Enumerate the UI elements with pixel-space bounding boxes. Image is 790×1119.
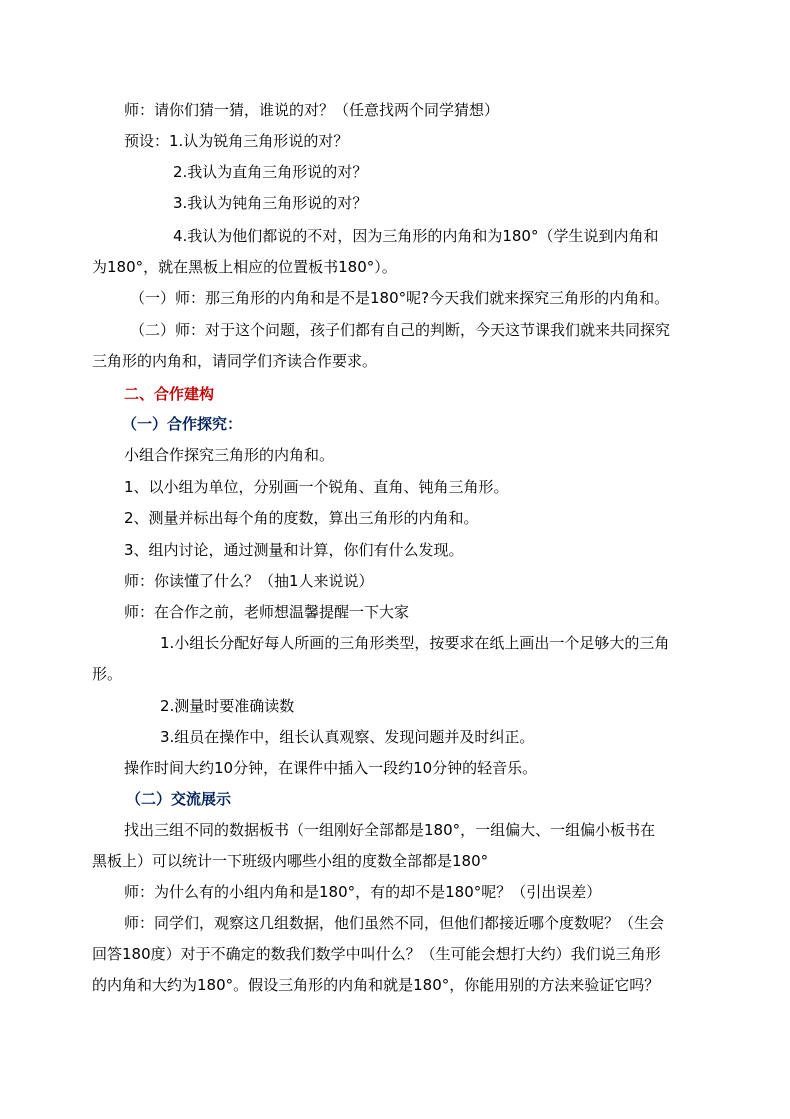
teacher-line-guess: 师：请你们猜一猜，谁说的对？（任意找两个同学猜想） bbox=[124, 101, 500, 119]
section-one-teacher-line: （一）师：那三角形的内角和是不是180°呢?今天我们就来探究三角形的内角和。 bbox=[130, 289, 670, 307]
preset-line-1: 预设：1.认为锐角三角形说的对？ bbox=[124, 132, 349, 150]
preset-line-4-cont: 为180°，就在黑板上相应的位置板书180°）。 bbox=[92, 258, 397, 276]
section-two-teacher-line-cont: 三角形的内角和，请同学们齐读合作要求。 bbox=[92, 352, 378, 370]
teacher-line-understand: 师：你读懂了什么？（抽1人来说说） bbox=[124, 572, 374, 590]
preset-line-4: 4.我认为他们都说的不对，因为三角形的内角和为180°（学生说到内角和 bbox=[173, 227, 659, 245]
reminder-item-1: 1.小组长分配好每人所画的三角形类型，按要求在纸上画出一个足够大的三角 bbox=[160, 634, 670, 652]
teacher-line-observe-cont-2: 的内角和大约为180°。假设三角形的内角和就是180°，你能用别的方法来验证它吗？ bbox=[92, 976, 660, 994]
exchange-line-1-cont: 黑板上）可以统计一下班级内哪些小组的度数全部都是180° bbox=[92, 852, 489, 870]
exchange-line-1: 找出三组不同的数据板书（一组刚好全部都是180°，一组偏大、一组偏小板书在 bbox=[124, 821, 656, 839]
group-task-intro: 小组合作探究三角形的内角和。 bbox=[124, 446, 335, 464]
teacher-line-error: 师：为什么有的小组内角和是180°，有的却不是180°呢？（引出误差） bbox=[124, 883, 602, 901]
teacher-line-reminder: 师：在合作之前，老师想温馨提醒一下大家 bbox=[124, 603, 410, 621]
reminder-item-2: 2.测量时要准确读数 bbox=[160, 697, 295, 715]
operation-time-note: 操作时间大约10分钟，在课件中插入一段约10分钟的轻音乐。 bbox=[124, 759, 538, 777]
group-task-step-3: 3、组内讨论，通过测量和计算，你们有什么发现。 bbox=[124, 541, 464, 559]
heading-cooperative-construction: 二、合作建构 bbox=[124, 385, 215, 403]
reminder-item-3: 3.组员在操作中，组长认真观察、发现问题并及时纠正。 bbox=[160, 728, 535, 746]
teacher-line-observe: 师：同学们，观察这几组数据，他们虽然不同，但他们都接近哪个度数呢？（生会 bbox=[124, 914, 665, 932]
reminder-item-1-cont: 形。 bbox=[92, 665, 123, 683]
group-task-step-1: 1、以小组为单位，分别画一个锐角、直角、钝角三角形。 bbox=[124, 478, 509, 496]
section-two-teacher-line: （二）师：对于这个问题，孩子们都有自己的判断，今天这节课我们就来共同探究 bbox=[130, 321, 671, 339]
teacher-line-observe-cont-1: 回答180度）对于不确定的数我们数学中叫什么？（生可能会想打大约）我们说三角形 bbox=[92, 945, 661, 963]
subheading-exchange-display: （二）交流展示 bbox=[126, 790, 232, 808]
subheading-cooperative-exploration: （一）合作探究： bbox=[122, 415, 243, 433]
group-task-step-2: 2、测量并标出每个角的度数，算出三角形的内角和。 bbox=[124, 509, 479, 527]
preset-line-2: 2.我认为直角三角形说的对？ bbox=[173, 163, 368, 181]
preset-line-3: 3.我认为钝角三角形说的对？ bbox=[173, 194, 368, 212]
